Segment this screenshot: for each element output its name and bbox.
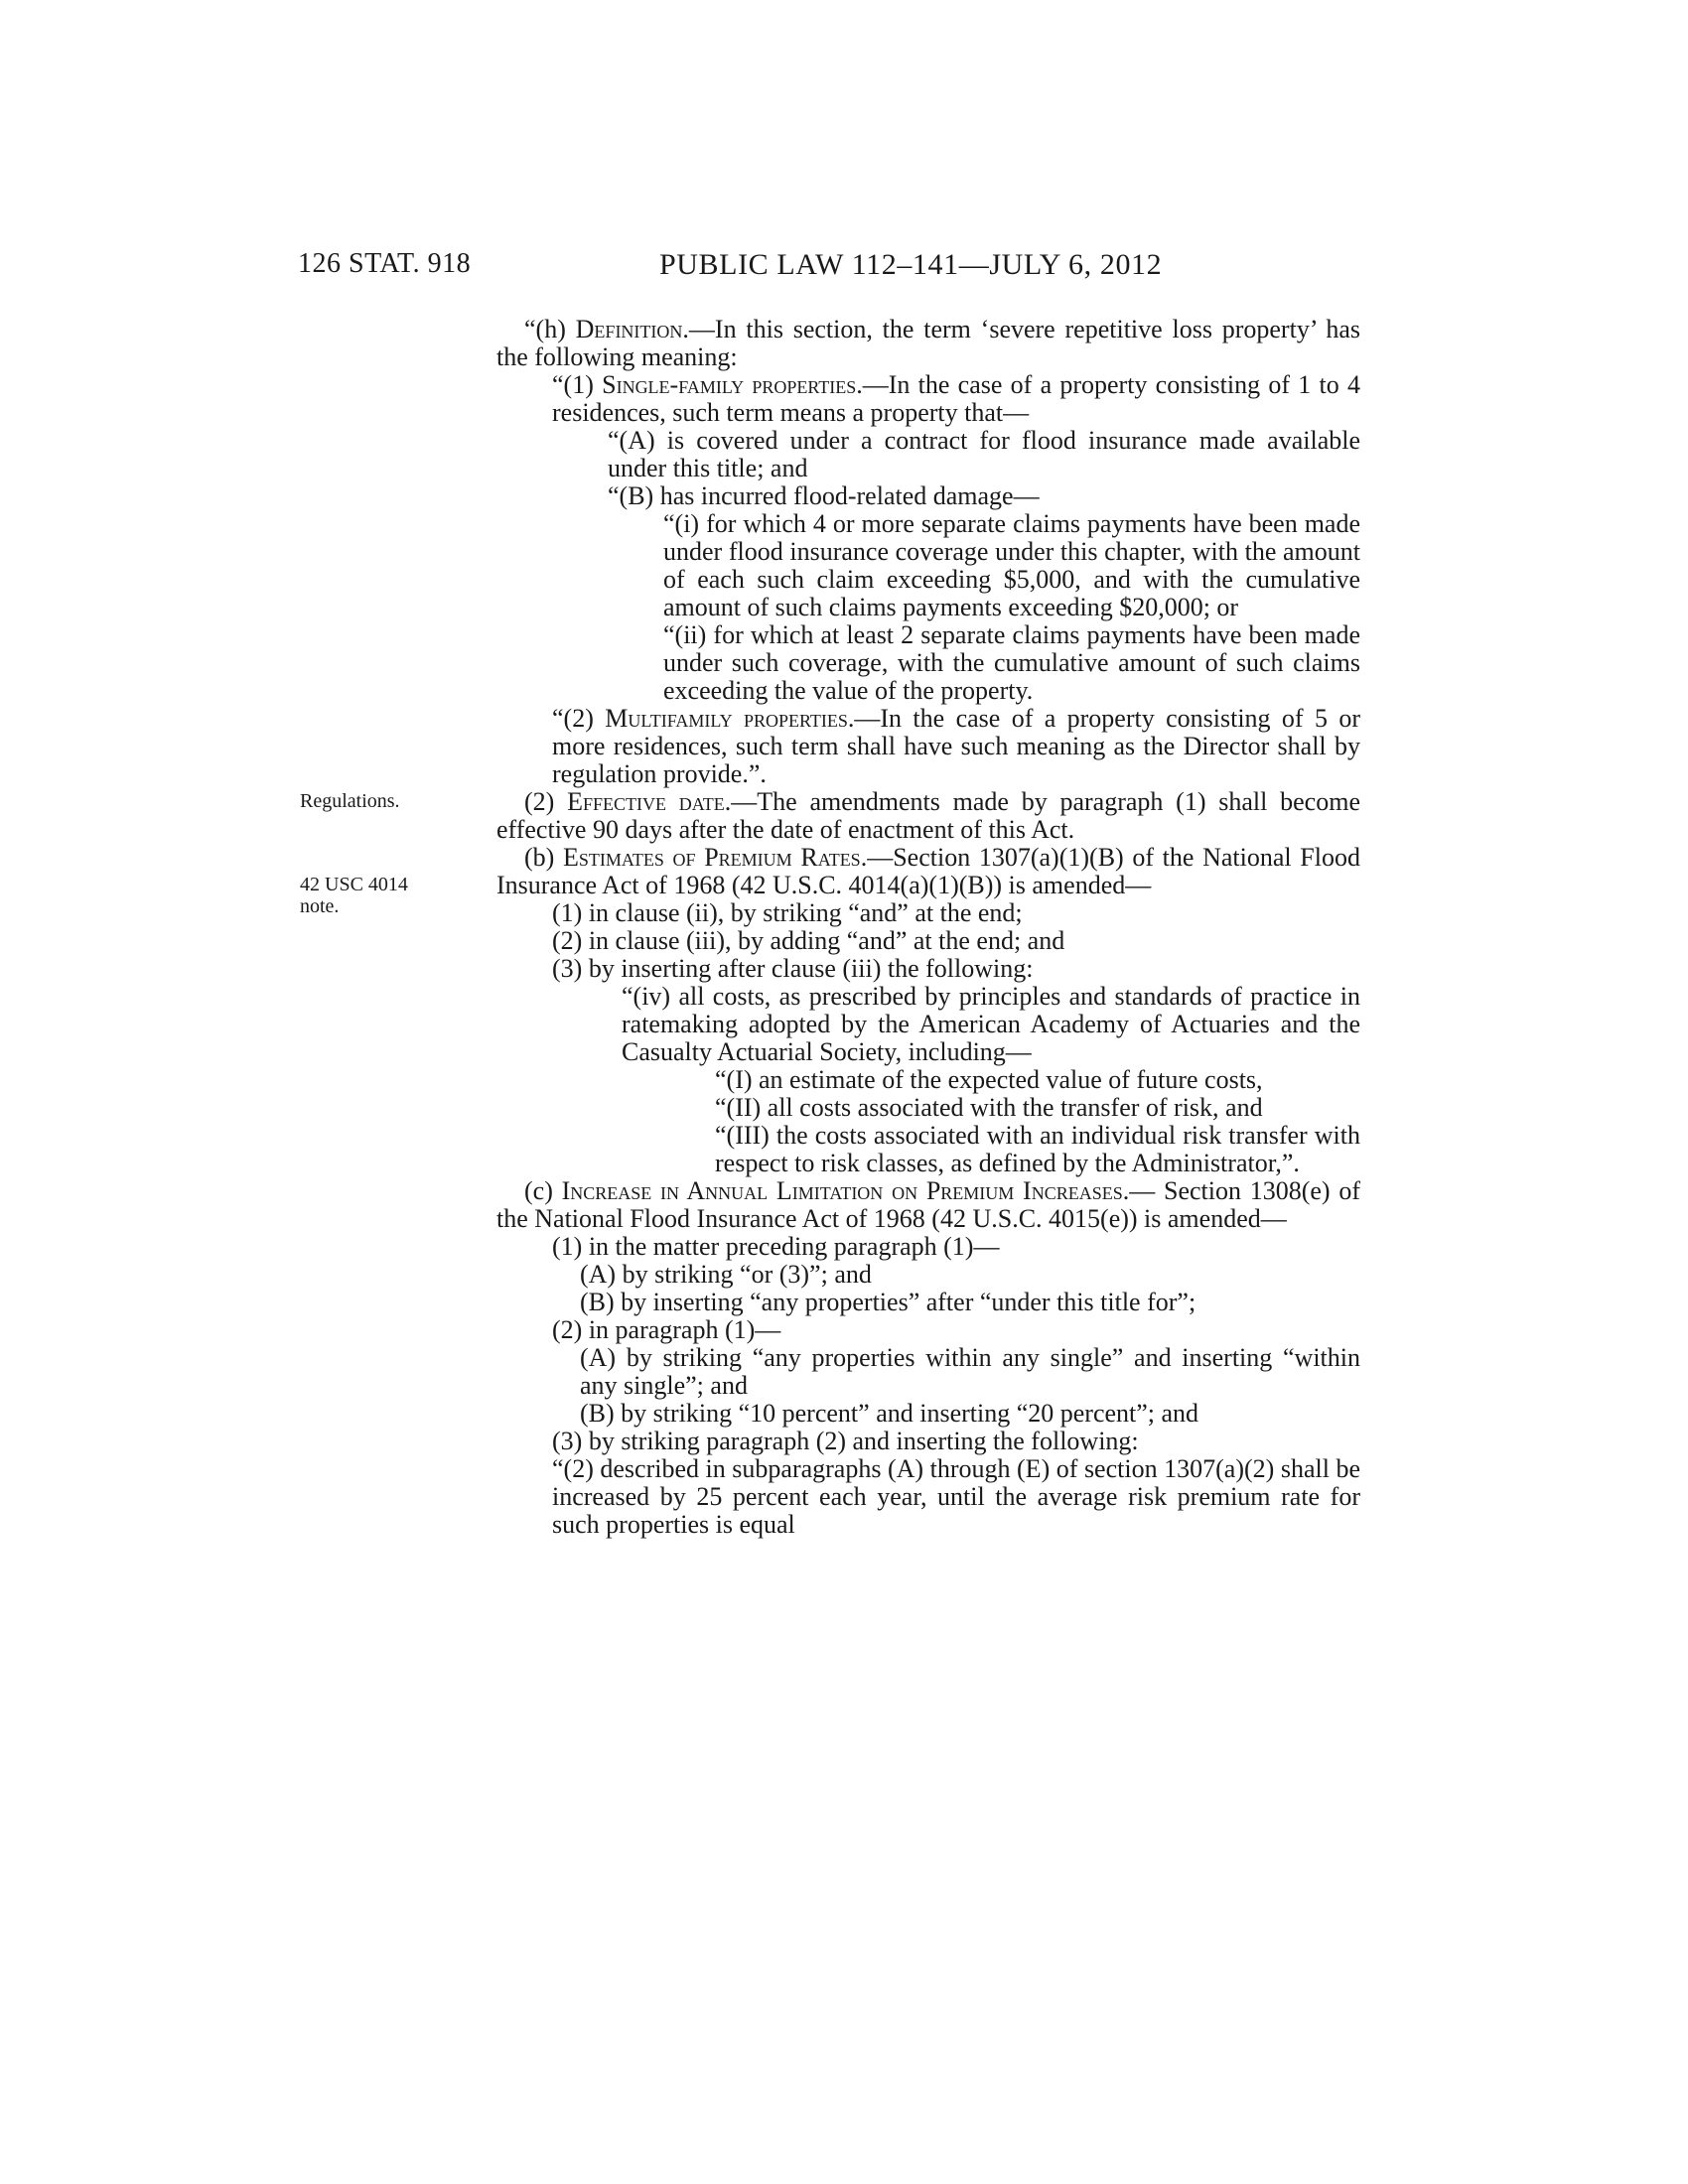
amendment-c3: (3) by striking paragraph (2) and inserting the following:	[552, 1427, 1139, 1455]
subsection-h-definition: “(h) Definition.—In this section, the term ‘severe repetitive loss property’ has the following meaning:	[496, 315, 1360, 371]
amendment-c2: (2) in paragraph (1)—	[552, 1315, 781, 1344]
body-text	[496, 316, 1360, 1539]
amendment-b3: (3) by inserting after clause (iii) the following:	[552, 954, 1034, 983]
clause-iv: “(iv) all costs, as prescribed by principles and standards of practice in ratemaking adopted by the American Academy of Actuaries and the Casualty Actuarial Society, including—	[622, 982, 1360, 1066]
subclause-i: “(I) an estimate of the expected value of future costs,	[715, 1065, 1263, 1094]
subsection-c-increase: (c) Increase in Annual Limitation on Premium Increases.— Section 1308(e) of the National Flood Insurance Act of 1968 (42 U.S.C. 4015(e)) is amended—	[496, 1176, 1361, 1233]
subsection-b-estimates: (b) Estimates of Premium Rates.—Section 1307(a)(1)(B) of the National Flood Insurance Act of 1968 (42 U.S.C. 4014(a)(1)(B)) is amended—	[496, 843, 1360, 899]
paragraph-1-single-family: “(1) Single-family properties.—In the case of a property consisting of 1 to 4 residences, such term means a property that—	[552, 370, 1360, 427]
amendment-c1: (1) in the matter preceding paragraph (1)—	[552, 1232, 1000, 1261]
statute-page-number: 126 STAT. 918	[298, 248, 472, 279]
margin-note-usc-citation: 42 USC 4014	[300, 874, 408, 895]
subparagraph-b: “(B) has incurred flood-related damage—	[608, 481, 1040, 510]
subclause-ii: “(II) all costs associated with the transfer of risk, and	[715, 1093, 1263, 1122]
clause-ii: “(ii) for which at least 2 separate claims payments have been made under such coverage, with the cumulative amount of such claims exceeding the value of the property.	[663, 620, 1360, 705]
subparagraph-a: “(A) is covered under a contract for flood insurance made available under this title; and	[608, 426, 1360, 482]
amendment-c2b: (B) by striking “10 percent” and inserting “20 percent”; and	[580, 1399, 1199, 1428]
amendment-c1b: (B) by inserting “any properties” after “under this title for”;	[580, 1288, 1196, 1316]
margin-note-regulations: Regulations.	[300, 790, 400, 812]
amendment-b2: (2) in clause (iii), by adding “and” at the end; and	[552, 926, 1065, 955]
paragraph-2-multifamily: “(2) Multifamily properties.—In the case of a property consisting of 5 or more residences, such term shall have such meaning as the Director shall by regulation provide.”.	[552, 704, 1361, 788]
page-header	[298, 248, 1360, 288]
clause-i: “(i) for which 4 or more separate claims payments have been made under flood insurance coverage under this chapter, with the amount of each such claim exceeding $5,000, and with the cumulative amount of such claims payments exceeding $20,000; or	[663, 509, 1360, 621]
quoted-paragraph-2: “(2) described in subparagraphs (A) through (E) of section 1307(a)(2) shall be increased by 25 percent each year, until the average risk premium rate for such properties is equal	[552, 1454, 1360, 1539]
amendment-c1a: (A) by striking “or (3)”; and	[580, 1260, 872, 1289]
subclause-iii: “(III) the costs associated with an individual risk transfer with respect to risk classes, as defined by the Administrator,”.	[715, 1121, 1360, 1177]
effective-date: (2) Effective date.—The amendments made by paragraph (1) shall become effective 90 days after the date of enactment of this Act.	[496, 787, 1360, 844]
amendment-c2a: (A) by striking “any properties within any single” and inserting “within any single”; and	[580, 1343, 1360, 1400]
margin-note-usc-note: note.	[300, 895, 340, 917]
amendment-b1: (1) in clause (ii), by striking “and” at the end;	[552, 898, 1023, 927]
running-head: PUBLIC LAW 112–141—JULY 6, 2012	[659, 248, 1163, 281]
